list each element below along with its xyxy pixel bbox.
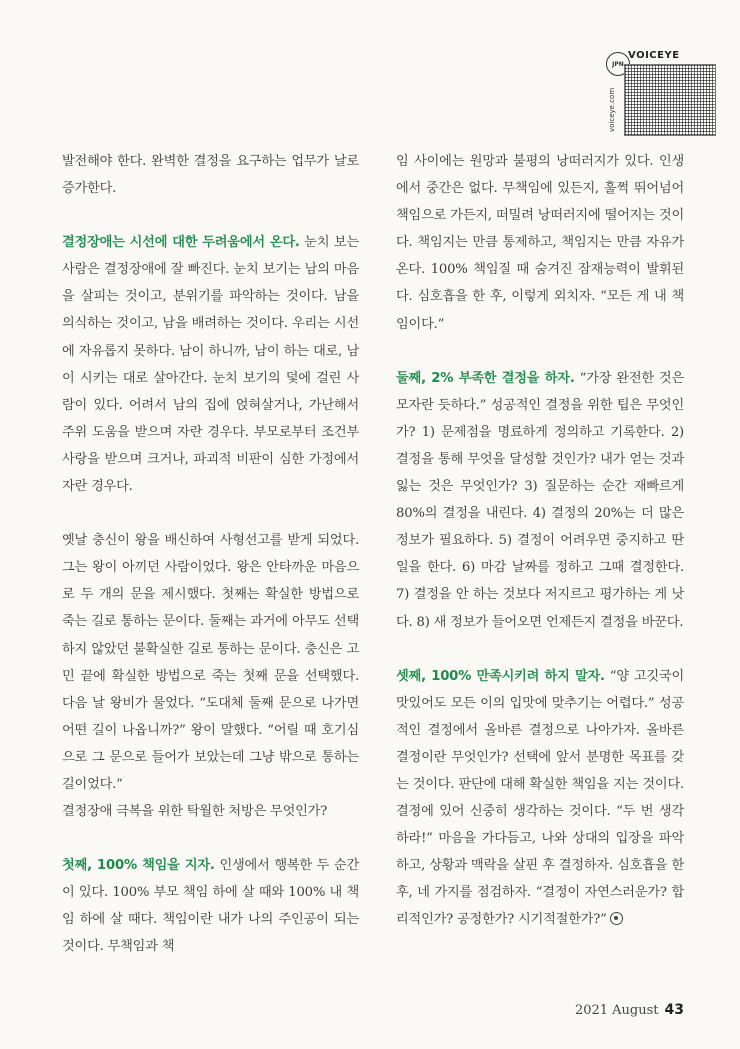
voiceye-barcode-icon	[624, 64, 716, 136]
paragraph	[62, 852, 359, 960]
paragraph-text: 인생에서 행복한 두 순간이 있다. 100% 부모 책임 하에 살 때와 100% 내 책임 하에 살 때다. 책임이란 내가 나의 주인공이 되는 것이다. 무책임과 책	[62, 858, 360, 955]
voiceye-url: voiceye.com	[608, 87, 616, 132]
voiceye-brand: VOICEYE	[628, 50, 680, 61]
paragraph-text: 눈치 보는 사람은 결정장애에 잘 빠진다. 눈치 보기는 남의 마음을 살피는 것이고, 분위기를 파악하는 것이다. 남을 의식하는 것이고, 남을 배려하는 것이다. 우리는 시선에 자유롭지 못하다. 남이 하니까, 남이 하는 대로, 남이 시키는 대로 살아간다. 눈치 보기의 덫에 걸린 사람이 있다. 어려서 남의 집에 얹혀살거나, 가난해서 주위 도움을 받으며 자란 경우다. 부모로부터 조건부 사랑을 받으며 크거나, 파괴적 비판이 심한 가정에서 자란 경우다.	[62, 235, 359, 495]
issue-date: 2021 August	[574, 1003, 659, 1018]
paragraph-text: “양 고깃국이 맛있어도 모든 이의 입맛에 맞추기는 어렵다.” 성공적인 결정에서 올바른 결정으로 나아가자. 올바른 결정이란 무엇인가? 선택에 앞서 분명한 목표를 갖는 것이다. 판단에 대해 확실한 책임을 지는 것이다. 결정에 있어 신중히 생각하는 것이다. “두 번 생각하라!” 마음을 가다듬고, 나와 상대의 입장을 파악하고, 상황과 맥락을 살핀 후 결정하자. 심호흡을 한 후, 네 가지를 점검하자. “결정이 자연스러운가? 합리적인가? 공정한가? 시기적절한가?”	[396, 668, 684, 928]
right-column	[396, 148, 684, 934]
paragraph	[396, 663, 684, 934]
paragraph: 옛날 충신이 왕을 배신하여 사형선고를 받게 되었다. 그는 왕이 아끼던 사람이었다. 왕은 안타까운 마음으로 두 개의 문을 제시했다. 첫째는 확실한 방법으로 죽는 길로 통하는 문이다. 둘째는 과거에 아무도 선택하지 않았던 불확실한 길로 통하는 문이다. 충신은 고민 끝에 확실한 방법으로 죽는 첫째 문을 선택했다. 다음 날 왕비가 물었다. “도대체 둘째 문으로 나가면 어떤 길이 나옵니까?” 왕이 말했다. “어릴 때 호기심으로 그 문으로 들어가 보았는데 그냥 밖으로 통하는 길이었다.”	[62, 533, 359, 792]
paragraph	[62, 229, 359, 500]
paragraph-text: “가장 완전한 것은 모자란 듯하다.” 성공적인 결정을 위한 팁은 무엇인가? 1) 문제점을 명료하게 정의하고 기록한다. 2) 결정을 통해 무엇을 달성할 것인가? 내가 얻는 것과 잃는 것은 무엇인가? 3) 질문하는 순간 재빠르게 80%의 결정을 내린다. 4) 결정의 20%는 더 많은 정보가 필요하다. 5) 결정이 어려우면 중지하고 딴 일을 한다. 6) 마감 날짜를 정하고 그때 결정한다. 7) 결정을 안 하는 것보다 저지르고 평가하는 게 낫다. 8) 새 정보가 들어오면 언제든지 결정을 바꾼다.	[396, 370, 684, 630]
section-heading: 둘째, 2% 부족한 결정을 하자.	[396, 370, 575, 386]
end-mark-icon	[610, 912, 623, 925]
page-number: 43	[664, 1002, 684, 1018]
voiceye-code[interactable]	[606, 48, 716, 134]
section-heading: 셋째, 100% 만족시키려 하지 말자.	[396, 668, 605, 684]
section-heading: 결정장애는 시선에 대한 두려움에서 온다.	[62, 235, 300, 251]
left-column	[62, 148, 359, 961]
voiceye-logo-icon: JPN	[606, 52, 630, 76]
paragraph: 발전해야 한다. 완벽한 결정을 요구하는 업무가 날로 증가한다.	[62, 154, 359, 197]
paragraph: 임 사이에는 원망과 불평의 낭떠러지가 있다. 인생에서 중간은 없다. 무책임에 있든지, 훌쩍 뛰어넘어 책임으로 가든지, 떠밀려 낭떠러지에 떨어지는 것이다. 책임지는 만큼 통제하고, 책임지는 만큼 자유가 온다. 100% 책임질 때 숨겨진 잠재능력이 발휘된다. 심호흡을 한 후, 이렇게 외치자. “모든 게 내 책임이다.”	[396, 154, 684, 332]
paragraph	[396, 365, 684, 636]
paragraph: 결정장애 극복을 위한 탁월한 처방은 무엇인가?	[62, 804, 328, 820]
page-footer	[575, 1002, 684, 1018]
section-heading: 첫째, 100% 책임을 지자.	[62, 858, 215, 874]
